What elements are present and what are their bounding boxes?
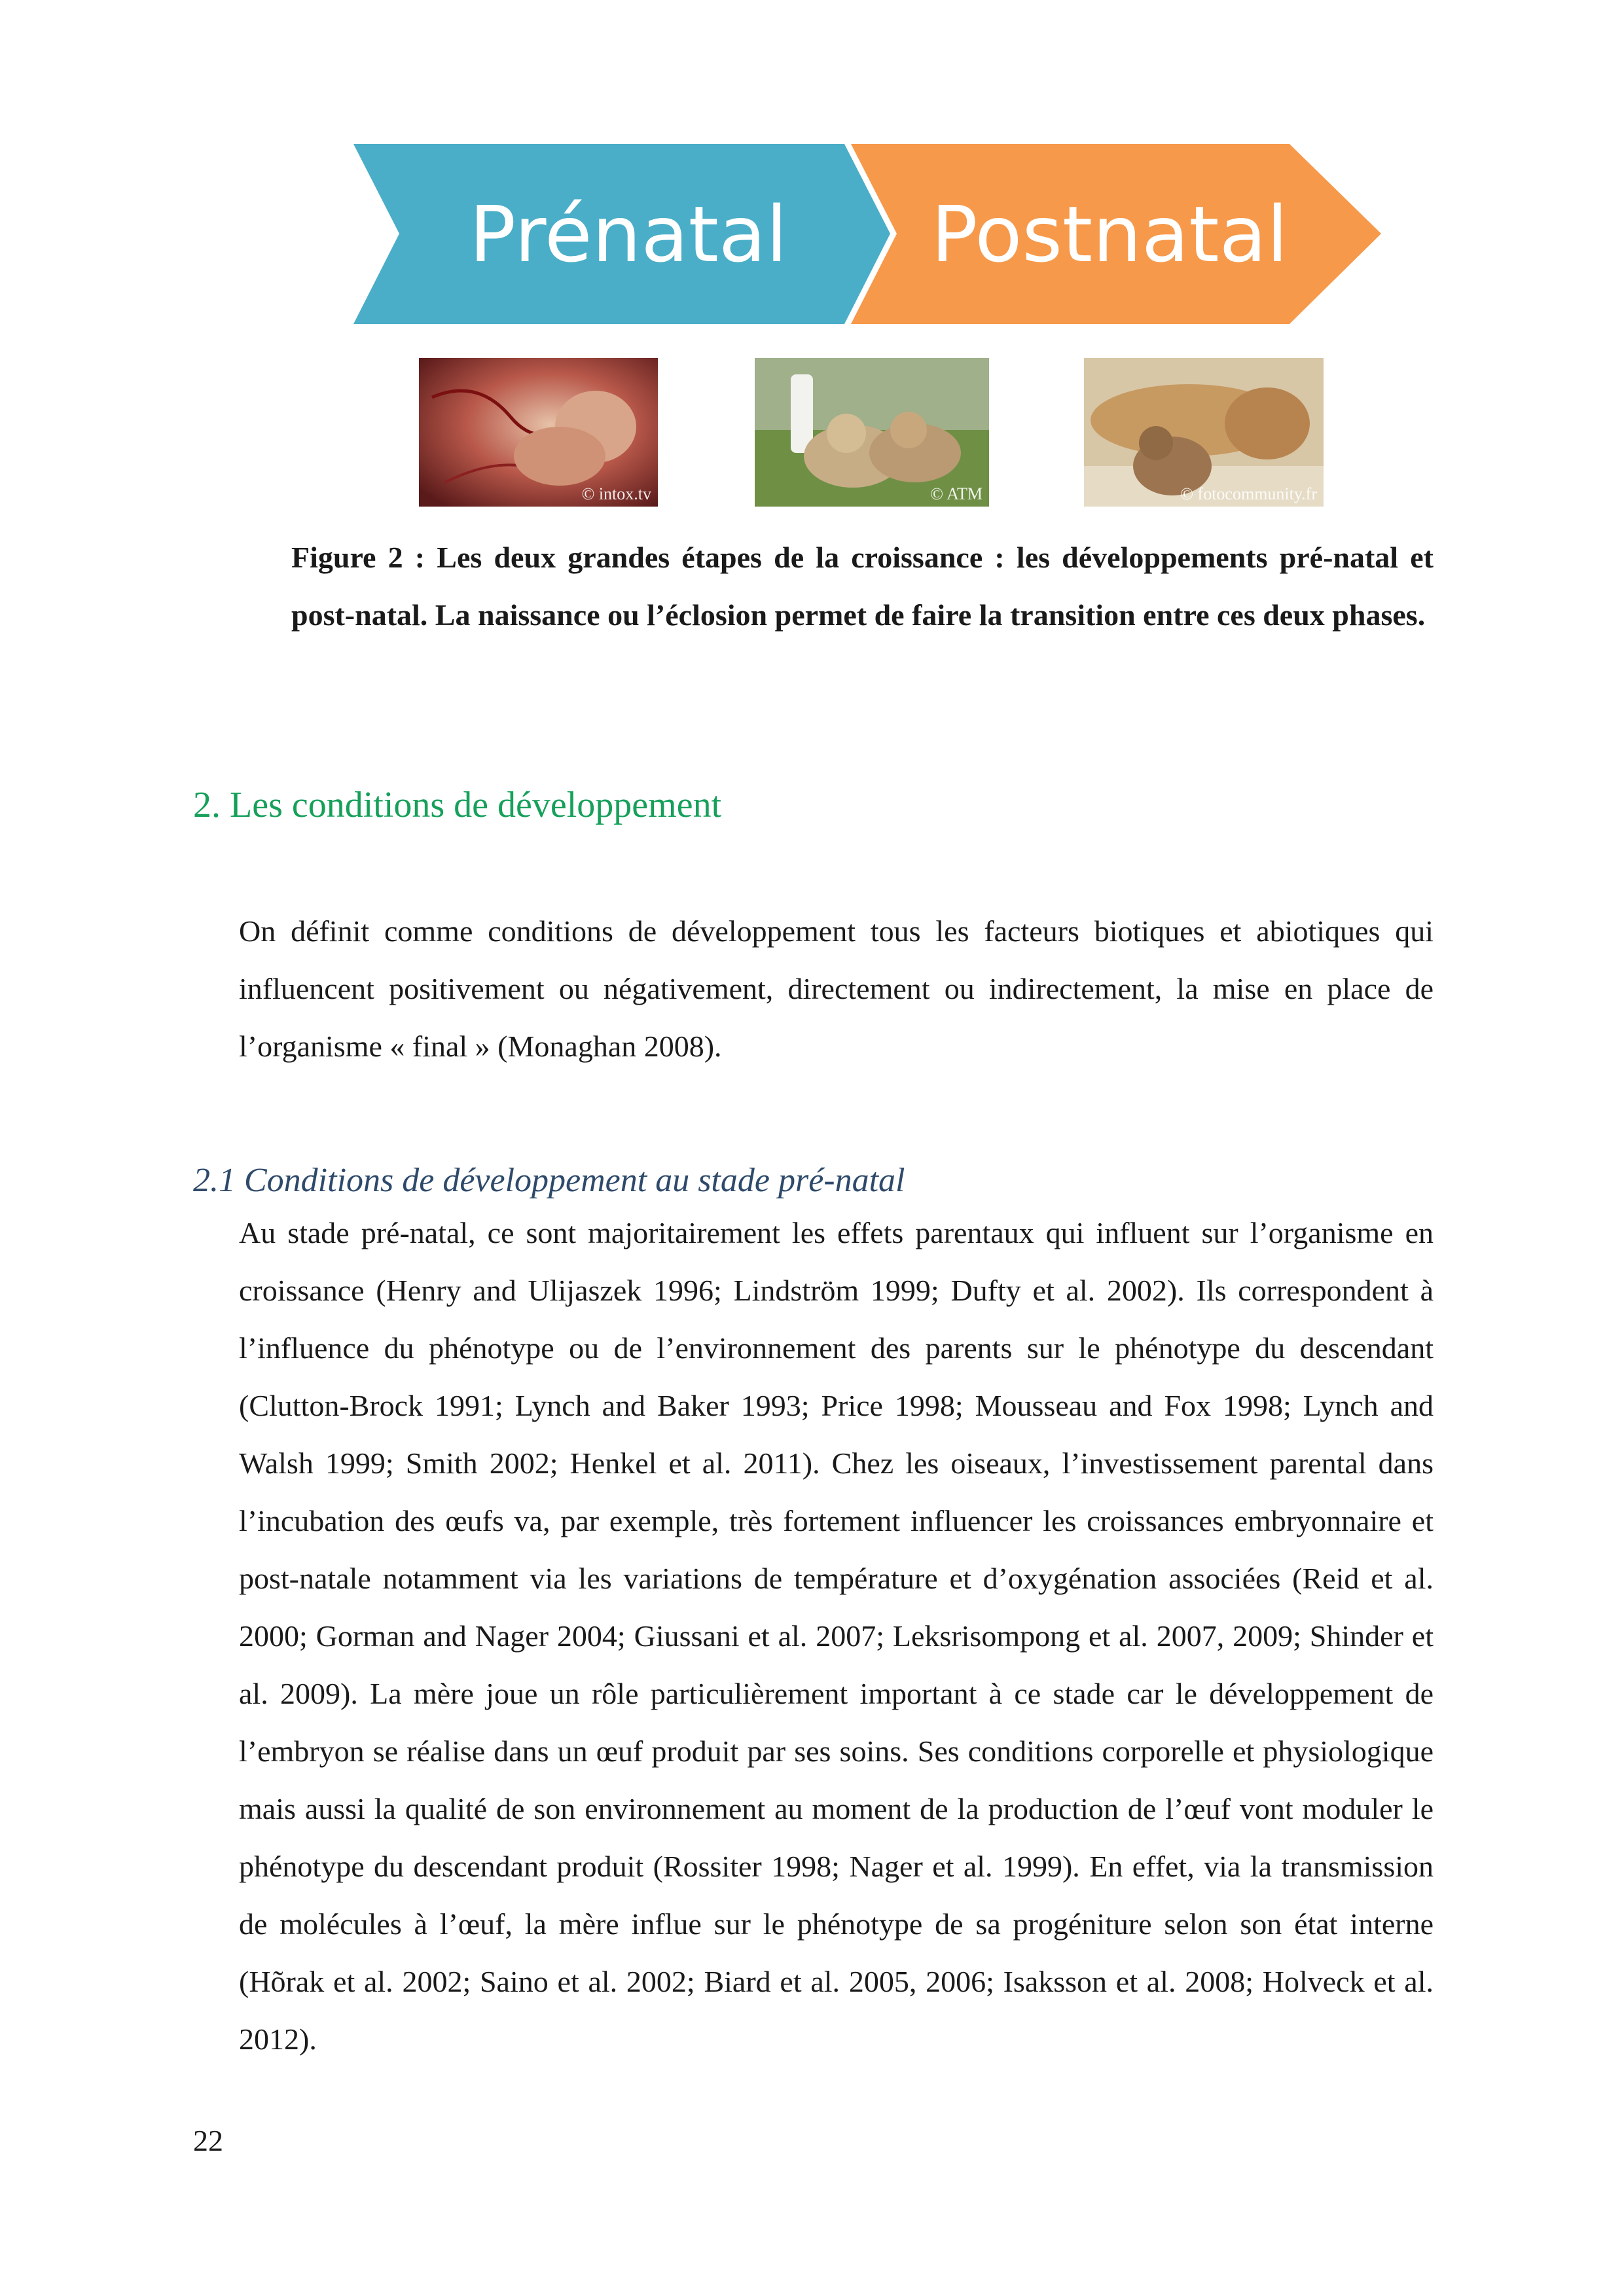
- photo-credit: © fotocommunity.fr: [1180, 484, 1317, 503]
- subsection-heading: 2.1 Conditions de développement au stade pré-natal: [193, 1162, 905, 1199]
- photo-credit: © ATM: [930, 484, 983, 503]
- lioness-cub-photo: [1084, 358, 1324, 507]
- prenatal-label: Prénatal: [469, 188, 788, 279]
- page-number: 22: [193, 2124, 223, 2157]
- lion-cubs-photo: [755, 358, 989, 507]
- subsection-paragraph: Au stade pré-natal, ce sont majoritairement les effets parentaux qui influent sur l’organisme en croissance (Henry and Ulijaszek 1996; Lindström 1999; Dufty et al. 2002). Ils correspondent à l’influence du phénotype ou de l’environnement des parents sur le phénotype du descendant (Clutton-Brock 1991; Lynch and Baker 1993; Price 1998; Mousseau and Fox 1998; Lynch and Walsh 1999; Smith 2002; Henkel et al. 2011). Chez les oiseaux, l’investissement parental dans l’incubation des œufs va, par exemple, très fortement influencer les croissances embryonnaire et post-natale notamment via les variations de température et d’oxygénation associées (Reid et al. 2000; Gorman and Nager 2004; Giussani et al. 2007; Leksrisompong et al. 2007, 2009; Shinder et al. 2009). La mère joue un rôle particulièrement important à ce stade car le développement de l’embryon se réalise dans un œuf produit par ses soins. Ses conditions corporelle et physiologique mais aussi la qualité de son environnement au moment de la production de l’œuf vont moduler le phénotype du descendant produit (Rossiter 1998; Nager et al. 1999). En effet, via la transmission de molécules à l’œuf, la mère influe sur le phénotype de sa progéniture selon son état interne (Hõrak et al. 2002; Saino et al. 2002; Biard et al. 2005, 2006; Isaksson et al. 2008; Holveck et al. 2012).: [239, 1216, 1434, 2056]
- figure-arrows: [353, 141, 1388, 337]
- photo-credit: © intox.tv: [581, 484, 651, 503]
- figure-caption: Figure 2 : Les deux grandes étapes de la croissance : les développements pré-natal et post-natal. La naissance ou l’éclosion permet de faire la transition entre ces deux phases.: [291, 541, 1434, 632]
- fetus-photo: [419, 358, 658, 507]
- section-paragraph: On définit comme conditions de développement tous les facteurs biotiques et abiotiques qui influencent positivement ou négativement, directement ou indirectement, la mise en place de l’organisme « final » (Monaghan 2008).: [239, 914, 1434, 1063]
- postnatal-label: Postnatal: [931, 188, 1288, 279]
- section-heading: 2. Les conditions de développement: [193, 785, 722, 825]
